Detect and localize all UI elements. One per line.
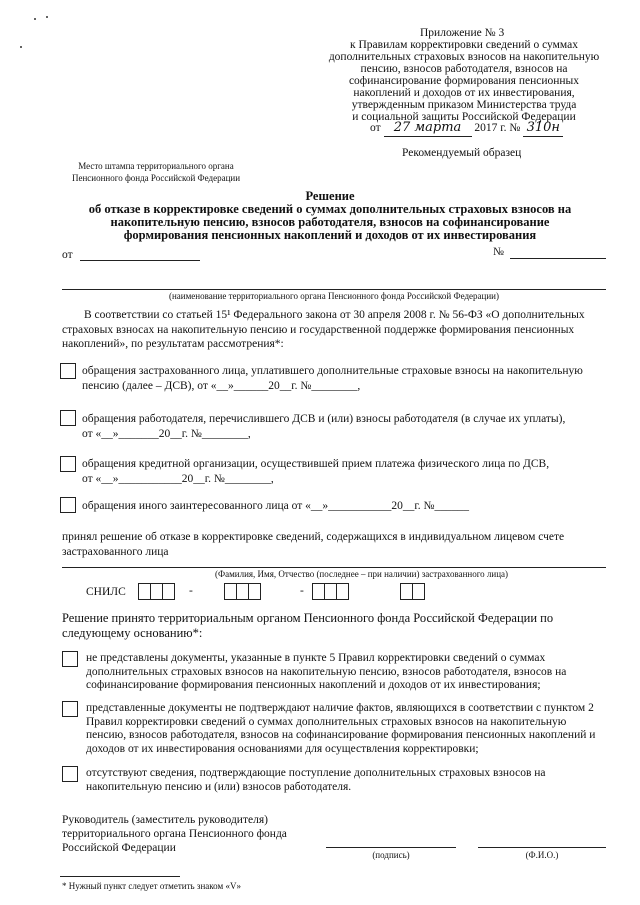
- appendix-number: Приложение № 3: [420, 27, 505, 39]
- basis-paragraph: Решение принято территориальным органом Пенсионного фонда Российской Федерации по следующему основанию*:: [62, 611, 554, 640]
- checkbox-employer[interactable]: [60, 410, 76, 426]
- insured-person-name-field[interactable]: [62, 567, 606, 568]
- appendix-line: к Правилам корректировки сведений о суммах: [350, 39, 578, 51]
- appendix-line: пенсию, взносов работодателя, взносов на: [360, 63, 568, 75]
- territorial-body-caption: (наименование территориального органа Пенсионного фонда Российской Федерации): [168, 291, 499, 301]
- option-other-person: обращения иного заинтересованного лица от «__»___________20__г. №______: [82, 500, 469, 512]
- checkbox-ground-documents-missing[interactable]: [62, 651, 78, 667]
- order-date-handwritten: 27 марта: [384, 121, 472, 137]
- option-credit-organization: обращения кредитной организации, осуществившей прием платежа физического лица по ДСВ, от «__»___________20__г. №________,: [82, 458, 550, 485]
- ground-facts-not-confirmed: представленные документы не подтверждают наличие фактов, являющихся в соответствии с пунктом 2 Правил корректировки сведений о суммах дополнительных страховых взносов на накопительную пенсию, взносов работодателя, взносов на софинансирование формирования пенсионных накоплений и доходов от их инвестирования основаниями для осуществления корректировки;: [86, 702, 596, 755]
- snils-cell[interactable]: [162, 583, 175, 600]
- snils-dash: -: [189, 585, 193, 597]
- checkbox-credit-organization[interactable]: [60, 456, 76, 472]
- checkbox-ground-facts-not-confirmed[interactable]: [62, 701, 78, 717]
- scan-speck: [20, 46, 22, 48]
- snils-cell[interactable]: [412, 583, 425, 600]
- full-name-caption: (Ф.И.О.): [525, 850, 559, 860]
- order-date-line: от 27 марта 2017 г. № 310н: [370, 121, 563, 137]
- from-label: от: [62, 249, 73, 261]
- checkbox-insured-person[interactable]: [60, 363, 76, 379]
- checkbox-other-person[interactable]: [60, 497, 76, 513]
- recommended-sample-label: Рекомендуемый образец: [402, 147, 522, 159]
- appendix-line: и социальной защиты Российской Федерации: [352, 111, 576, 123]
- footnote: * Нужный пункт следует отметить знаком «V»: [62, 881, 241, 891]
- option-insured-person: обращения застрахованного лица, уплатившего дополнительные страховые взносы на накопительную пенсию (далее – ДСВ), от «__»______20__г. №________,: [82, 365, 583, 392]
- snils-dash: -: [300, 585, 304, 597]
- appendix-line: дополнительных страховых взносов на накопительную: [328, 51, 600, 63]
- territorial-body-field[interactable]: [62, 289, 606, 290]
- signature-caption: (подпись): [372, 850, 410, 860]
- appendix-line: накоплений и доходов от их инвестирования,: [353, 87, 575, 99]
- appendix-line: софинансирование формирования пенсионных: [348, 75, 580, 87]
- fio-caption: (Фамилия, Имя, Отчество (последнее – при наличии) застрахованного лица): [215, 569, 509, 579]
- snils-label: СНИЛС: [86, 586, 126, 598]
- appendix-line: утвержденным приказом Министерства труда: [351, 99, 577, 111]
- head-title: Руководитель (заместитель руководителя) территориального органа Пенсионного фонда Российской Федерации: [62, 814, 287, 854]
- option-employer: обращения работодателя, перечислившего ДСВ и (или) взносы работодателя (в случае их уплаты), от «__»_______20__г. №________,: [82, 413, 566, 440]
- number-label: №: [493, 246, 504, 258]
- date-field[interactable]: [80, 260, 200, 261]
- order-number-handwritten: 310н: [523, 121, 563, 137]
- snils-cell[interactable]: [248, 583, 261, 600]
- stamp-place: Место штампа территориального органа Пенсионного фонда Российской Федерации: [71, 161, 241, 183]
- document-title: Решение об отказе в корректировке сведений о суммах дополнительных страховых взносов на накопительную пенсию, взносов работодателя, взносов на софинансирование формирования пенсионных накоплений и доходов от их инвестирования: [88, 189, 572, 242]
- footnote-separator: [60, 876, 180, 877]
- ground-no-receipt-info: отсутствуют сведения, подтверждающие поступление дополнительных страховых взносов на накопительную пенсию и (или) взносов работодателя.: [86, 767, 546, 793]
- checkbox-ground-no-receipt-info[interactable]: [62, 766, 78, 782]
- number-field[interactable]: [510, 258, 606, 259]
- snils-cell[interactable]: [336, 583, 349, 600]
- decision-paragraph: принял решение об отказе в корректировке сведений, содержащихся в индивидуальном лицевом счете застрахованного лица: [62, 531, 565, 558]
- scan-speck: [34, 18, 36, 20]
- full-name-field[interactable]: [478, 847, 606, 848]
- ground-documents-missing: не представлены документы, указанные в пункте 5 Правил корректировки сведений о суммах дополнительных страховых взносов на накопительную пенсию, взносов работодателя, взносов на софинансирование формирования пенсионных накоплений и доходов от их инвестирования;: [86, 652, 567, 691]
- scan-speck: [46, 16, 48, 18]
- intro-paragraph: В соответствии со статьей 15¹ Федерального закона от 30 апреля 2008 г. № 56-ФЗ «О дополнительных страховых взносах на накопительную пенсию и государственной поддержке формирования пенсионных накоплений», по результатам рассмотрения*:: [62, 309, 585, 350]
- signature-field[interactable]: [326, 847, 456, 848]
